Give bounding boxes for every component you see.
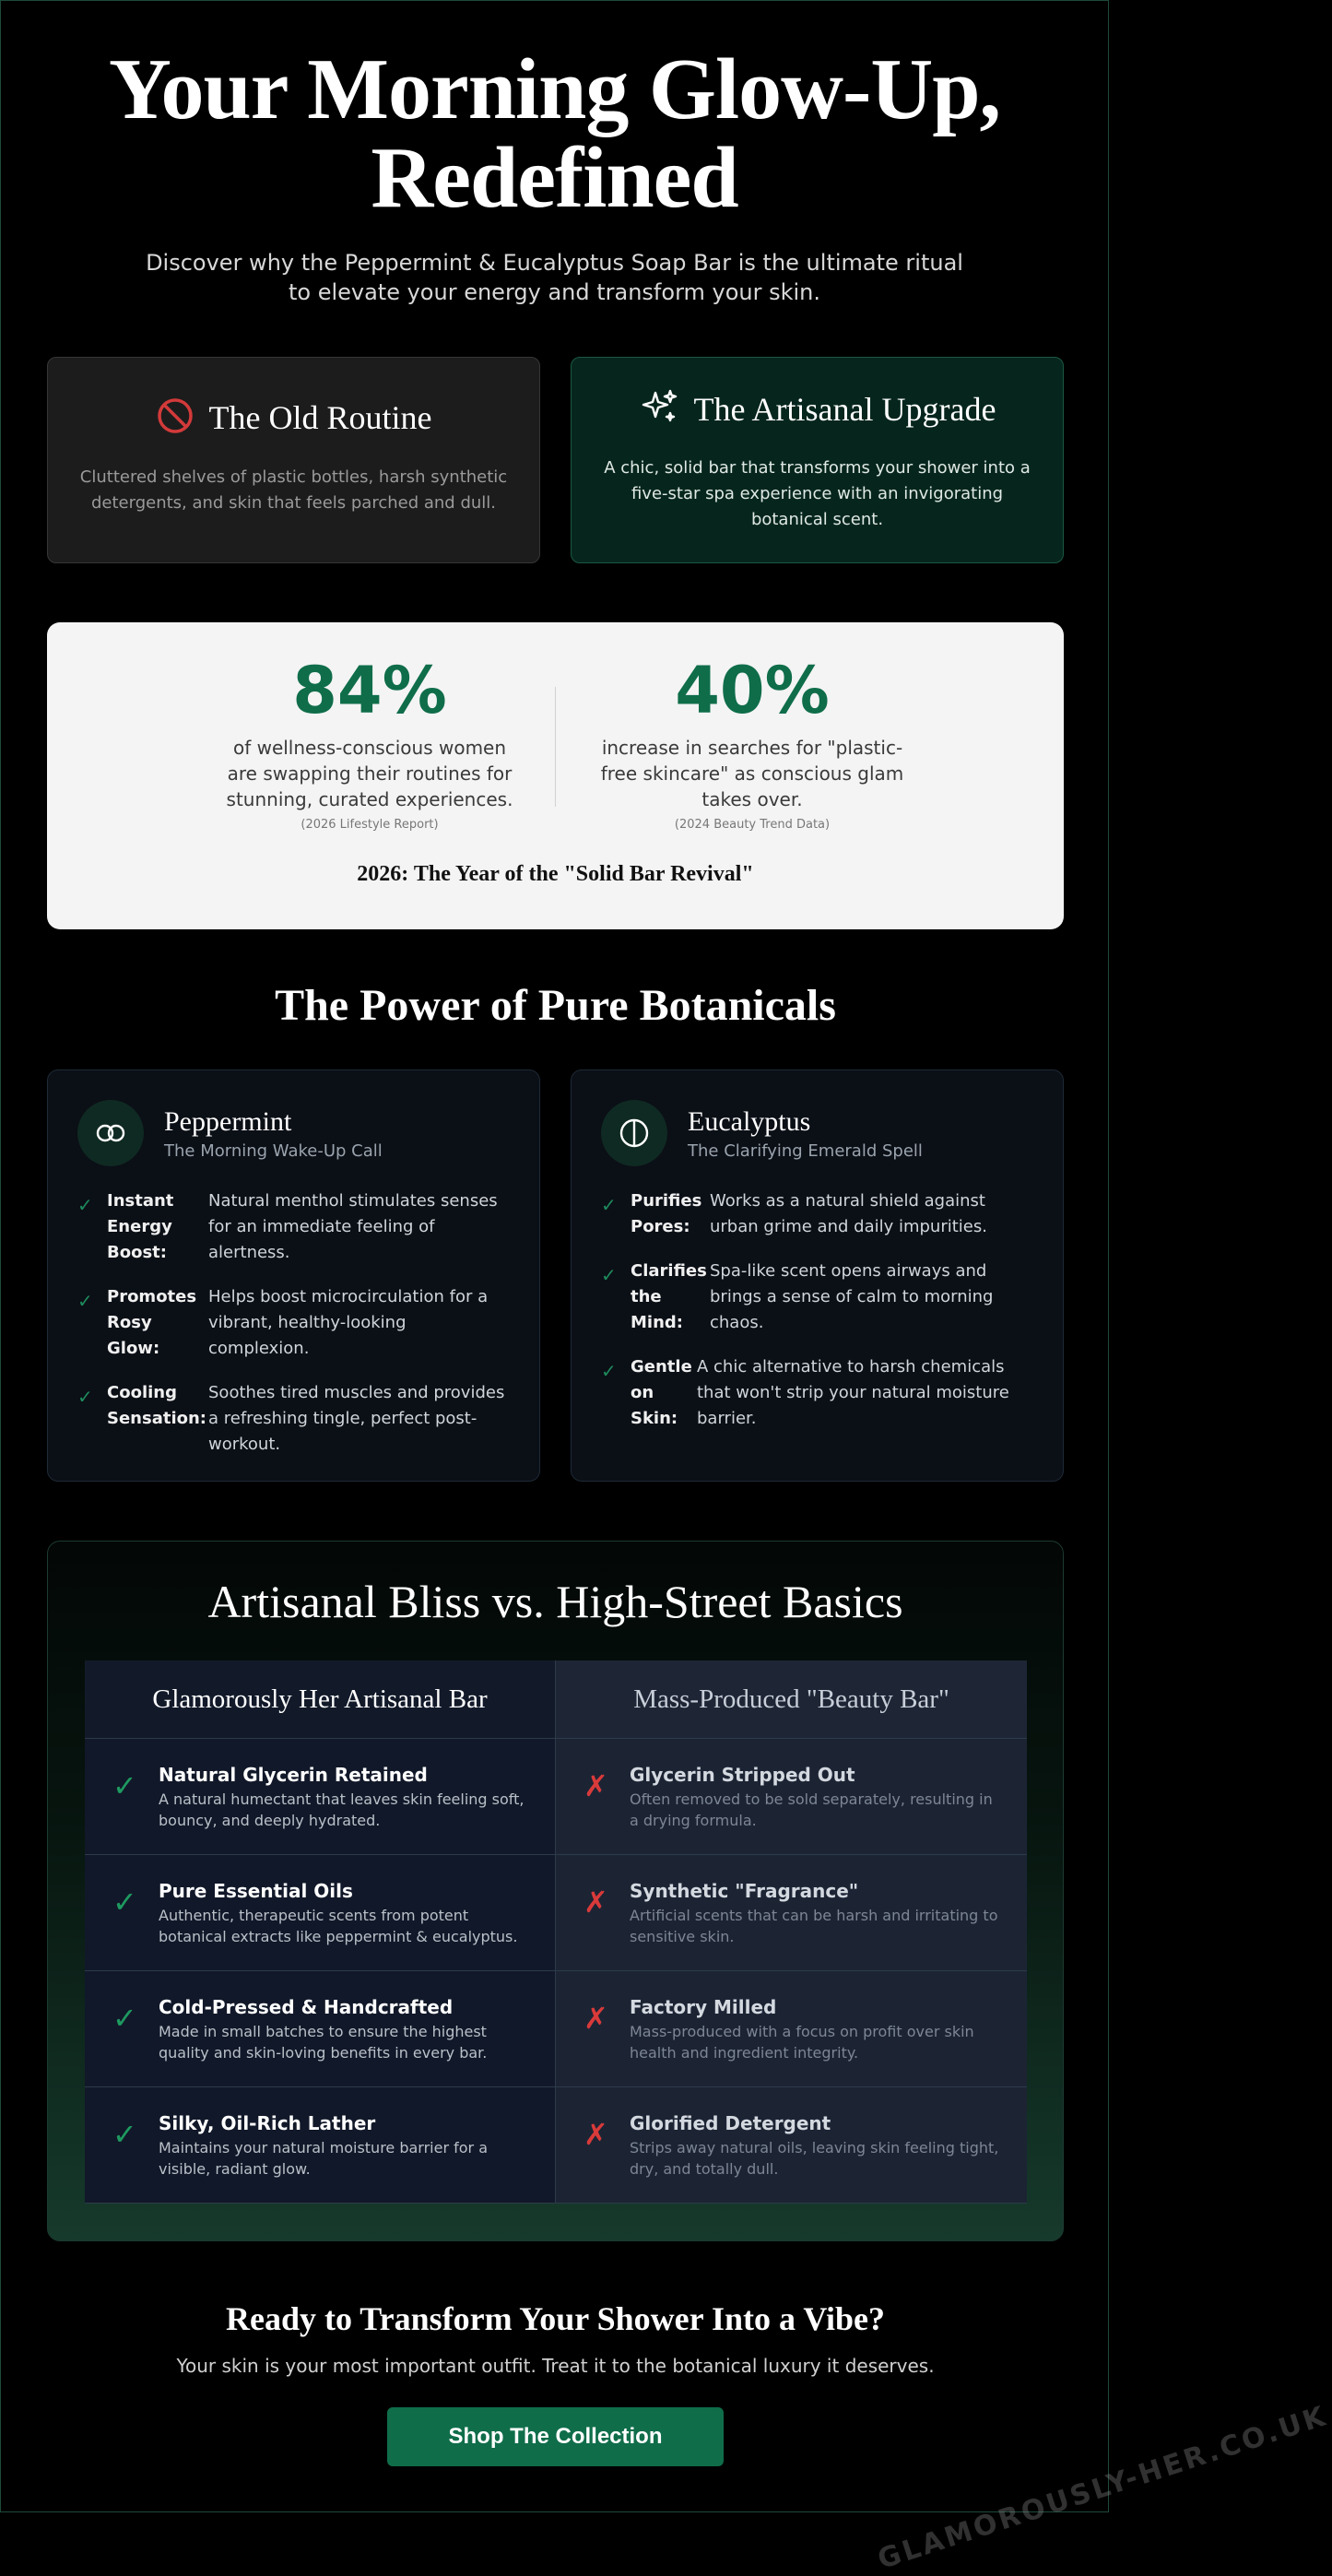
cross-icon: ✗ <box>583 2117 608 2152</box>
botanical-tagline: The Morning Wake-Up Call <box>164 1140 383 1161</box>
cross-icon: ✗ <box>583 2001 608 2036</box>
table-cell-mass-produced <box>556 1971 1027 2087</box>
stat-text: of wellness-conscious women are swapping their routines for stunning, curated experiences. <box>226 737 513 810</box>
comparison-table <box>85 1660 1027 2204</box>
prohibited-icon <box>156 396 194 439</box>
cell-text: Authentic, therapeutic scents from potent botanical extracts like peppermint & eucalyptus. <box>159 1907 518 1945</box>
hero-section <box>1 1 1108 307</box>
benefit-text: Works as a natural shield against urban grime and daily impurities. <box>710 1191 987 1236</box>
check-icon: ✓ <box>601 1194 617 1216</box>
leaf-circle-icon <box>601 1100 667 1166</box>
benefit-label: Purifies Pores: <box>631 1191 702 1236</box>
botanical-card-eucalyptus <box>571 1069 1064 1482</box>
cell-text: Made in small batches to ensure the highest quality and skin-loving benefits in every bar. <box>159 2023 488 2062</box>
stat-source: (2024 Beauty Trend Data) <box>674 818 831 832</box>
comparison-title: Artisanal Bliss vs. High-Street Basics <box>207 1576 903 1627</box>
column-header-mass-produced: Mass-Produced "Beauty Bar" <box>556 1660 1027 1739</box>
cross-icon: ✗ <box>583 1885 608 1920</box>
cell-title: Factory Milled <box>630 1996 777 2018</box>
infinity-icon <box>77 1100 144 1166</box>
check-icon: ✓ <box>112 2001 137 2036</box>
benefit-text: Soothes tired muscles and provides a refreshing tingle, perfect post-workout. <box>208 1383 505 1454</box>
stat-item <box>600 652 904 832</box>
benefit-text: Helps boost microcirculation for a vibrant, healthy-looking complexion. <box>208 1287 489 1358</box>
check-icon: ✓ <box>112 2117 137 2152</box>
comparison-section <box>47 1541 1064 2241</box>
table-cell-mass-produced <box>556 1855 1027 1971</box>
botanical-name: Eucalyptus <box>688 1105 811 1137</box>
stat-text: increase in searches for "plastic-free skincare" as conscious glam takes over. <box>600 737 904 810</box>
stat-value: 84% <box>292 653 447 728</box>
table-cell-artisanal <box>85 1855 556 1971</box>
benefit-item <box>601 1258 1033 1336</box>
benefit-label: Promotes Rosy Glow: <box>107 1287 197 1358</box>
table-cell-artisanal <box>85 2087 556 2204</box>
old-routine-description: Cluttered shelves of plastic bottles, harsh synthetic detergents, and skin that feels parched and dull. <box>79 467 508 513</box>
artisanal-upgrade-description: A chic, solid bar that transforms your shower into a five-star spa experience with an invigorating botanical scent. <box>604 458 1031 529</box>
cell-text: Often removed to be sold separately, resulting in a drying formula. <box>630 1790 993 1829</box>
stats-banner: 2026: The Year of the "Solid Bar Revival" <box>357 862 754 886</box>
check-icon: ✓ <box>77 1194 93 1216</box>
routine-comparison <box>47 357 1064 563</box>
cross-icon: ✗ <box>583 1768 608 1803</box>
benefit-label: Gentle on Skin: <box>631 1357 692 1428</box>
benefit-label: Instant Energy Boost: <box>107 1191 174 1262</box>
old-routine-title: The Old Routine <box>208 399 432 436</box>
table-cell-mass-produced <box>556 2087 1027 2204</box>
botanical-tagline: The Clarifying Emerald Spell <box>688 1140 923 1161</box>
botanical-card-peppermint <box>47 1069 540 1482</box>
cell-title: Silky, Oil-Rich Lather <box>159 2112 376 2134</box>
stat-source: (2026 Lifestyle Report) <box>301 818 439 832</box>
table-cell-mass-produced <box>556 1739 1027 1855</box>
benefit-item <box>77 1284 510 1362</box>
cell-text: Mass-produced with a focus on profit over skin health and ingredient integrity. <box>630 2023 974 2062</box>
shop-collection-button[interactable]: Shop The Collection <box>387 2407 724 2466</box>
cta-title: Ready to Transform Your Shower Into a Vibe? <box>225 2300 886 2337</box>
cell-text: Maintains your natural moisture barrier for a visible, radiant glow. <box>159 2139 489 2178</box>
check-icon: ✓ <box>112 1885 137 1920</box>
cell-title: Glycerin Stripped Out <box>630 1764 855 1786</box>
benefit-text: Spa-like scent opens airways and brings a sense of calm to morning chaos. <box>710 1261 994 1332</box>
artisanal-upgrade-card <box>571 357 1064 563</box>
botanicals-title: The Power of Pure Botanicals <box>275 981 836 1030</box>
cell-text: A natural humectant that leaves skin feeling soft, bouncy, and deeply hydrated. <box>159 1790 525 1829</box>
old-routine-card <box>47 357 540 563</box>
check-icon: ✓ <box>77 1290 93 1312</box>
benefit-label: Clarifies the Mind: <box>631 1261 707 1332</box>
table-cell-artisanal <box>85 1739 556 1855</box>
check-icon: ✓ <box>77 1386 93 1408</box>
watermark: GLAMOROUSLY-HER.CO.UK <box>874 2399 1332 2576</box>
benefit-item <box>77 1380 510 1458</box>
sparkles-icon <box>639 387 679 431</box>
stat-item <box>218 652 522 832</box>
artisanal-upgrade-title: The Artisanal Upgrade <box>693 391 996 428</box>
check-icon: ✓ <box>601 1264 617 1286</box>
stat-divider <box>555 687 556 807</box>
cell-title: Natural Glycerin Retained <box>159 1764 428 1786</box>
cell-text: Strips away natural oils, leaving skin feeling tight, dry, and totally dull. <box>630 2139 999 2178</box>
benefit-item <box>601 1188 1033 1240</box>
botanical-name: Peppermint <box>164 1105 292 1137</box>
botanicals-cards <box>47 1069 1064 1482</box>
cell-title: Synthetic "Fragrance" <box>630 1880 859 1902</box>
hero-title-line-1: Your Morning Glow-Up, <box>109 41 1000 137</box>
benefit-item <box>601 1354 1033 1432</box>
hero-subtitle: Discover why the Peppermint & Eucalyptus Soap Bar is the ultimate ritual to elevate your energy and transform your skin. <box>146 250 963 305</box>
check-icon: ✓ <box>601 1360 617 1382</box>
cell-text: Artificial scents that can be harsh and irritating to sensitive skin. <box>630 1907 998 1945</box>
cell-title: Pure Essential Oils <box>159 1880 353 1902</box>
table-cell-artisanal <box>85 1971 556 2087</box>
cell-title: Cold-Pressed & Handcrafted <box>159 1996 454 2018</box>
benefit-item <box>77 1188 510 1266</box>
benefit-label: Cooling Sensation: <box>107 1383 206 1428</box>
stat-value: 40% <box>675 653 830 728</box>
hero-title-line-2: Redefined <box>371 130 738 226</box>
column-header-artisanal: Glamorously Her Artisanal Bar <box>85 1660 556 1739</box>
cell-title: Glorified Detergent <box>630 2112 831 2134</box>
hero-title <box>1 41 1108 226</box>
benefit-text: Natural menthol stimulates senses for an immediate feeling of alertness. <box>208 1191 498 1262</box>
cta-subtitle: Your skin is your most important outfit. Treat it to the botanical luxury it deserves. <box>176 2355 935 2377</box>
check-icon: ✓ <box>112 1768 137 1803</box>
benefit-text: A chic alternative to harsh chemicals that won't strip your natural moisture barrier. <box>697 1357 1009 1428</box>
stats-panel <box>47 622 1064 929</box>
